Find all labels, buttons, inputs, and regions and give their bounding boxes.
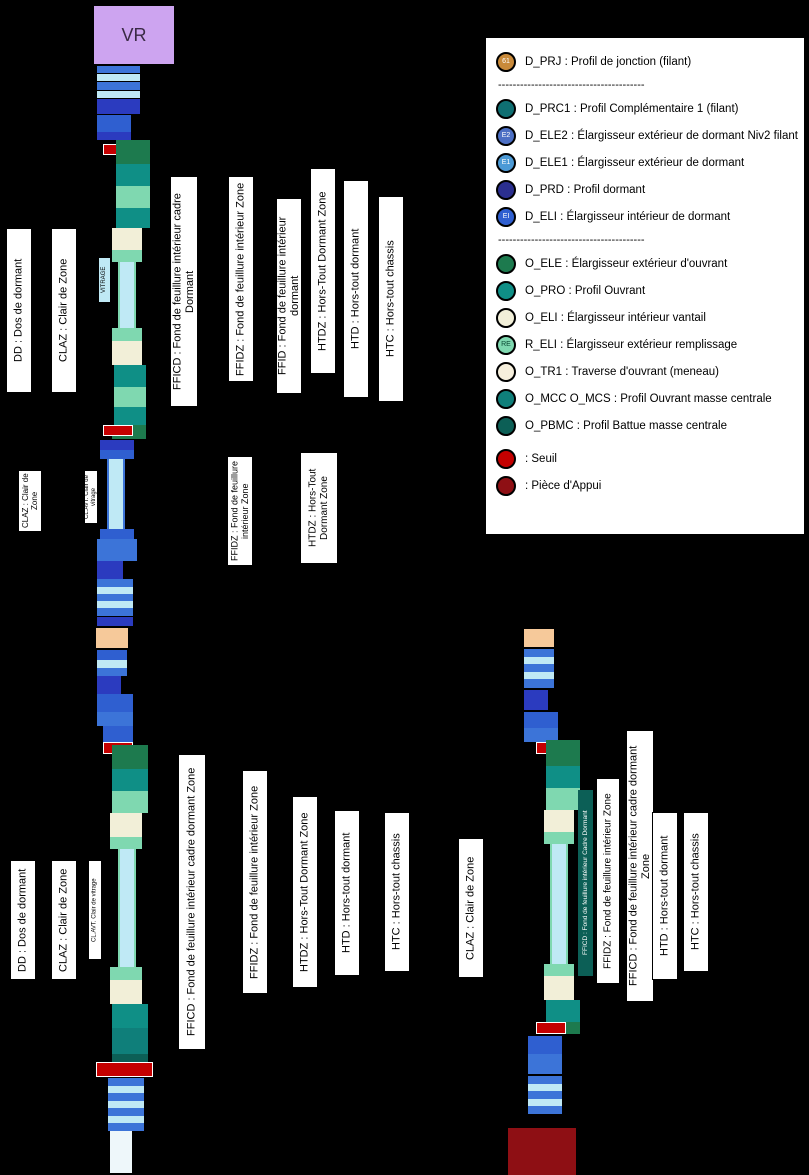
ouvrant-segment xyxy=(116,164,150,186)
vr-block: VR xyxy=(94,6,174,64)
ouvrant-segment xyxy=(110,813,142,837)
ouvrant-segment xyxy=(110,967,142,980)
profile-segment xyxy=(97,539,137,561)
ouvrant-segment xyxy=(116,208,150,228)
glazing-channel xyxy=(118,849,136,967)
legend-dot-d-ele2 xyxy=(496,126,516,146)
legend-dot-d-prj xyxy=(496,52,516,72)
appui-block xyxy=(508,1128,576,1175)
callout-htd-top: HTD : Hors-tout dormant xyxy=(343,180,369,398)
legend-label: D_ELE1 : Élargisseur extérieur de dormant xyxy=(525,156,745,169)
legend-label: O_PBMC : Profil Battue masse centrale xyxy=(525,419,727,432)
legend-dot-text: 61 xyxy=(502,58,510,65)
callout-htdz-bot: HTDZ : Hors-Tout Dormant Zone xyxy=(292,796,318,988)
legend-label: O_PRO : Profil Ouvrant xyxy=(525,284,646,297)
profile-segment xyxy=(108,1078,144,1086)
profile-segment xyxy=(528,1076,562,1084)
legend-dot-d-prc1 xyxy=(496,99,516,119)
ouvrant-segment xyxy=(544,810,574,832)
seuil-marker xyxy=(96,1062,153,1077)
ouvrant-segment xyxy=(546,788,580,810)
legend-row xyxy=(496,412,796,439)
callout-clavt-bot: CL.AVT. Clair de vitrage xyxy=(88,860,102,960)
legend-row xyxy=(496,304,796,331)
legend-label: D_PRD : Profil dormant xyxy=(525,183,646,196)
ouvrant-segment xyxy=(116,140,150,164)
ouvrant-segment xyxy=(544,964,574,976)
legend-dot-text: EI xyxy=(502,213,510,220)
callout-ffi-cdz-right: FFICD : Fond de feuillure intérieur cadre dormant Zone xyxy=(626,730,654,1002)
legend-row xyxy=(496,122,796,149)
legend-row xyxy=(496,445,796,472)
callout-ffid-top: FFID : Fond de feuillure intérieur dormant xyxy=(276,198,302,394)
profile-segment xyxy=(97,66,140,73)
profile-segment xyxy=(524,679,554,688)
glazing-channel xyxy=(107,459,125,529)
legend-dot-d-eli xyxy=(496,207,516,227)
profile-segment xyxy=(524,690,548,710)
appui-segment xyxy=(96,628,128,648)
profile-segment xyxy=(108,1093,144,1101)
ouvrant-segment xyxy=(546,766,580,788)
callout-ffidz-top: FFIDZ : Fond de feuillure intérieur Zone xyxy=(228,176,254,382)
legend-dot-d-ele1 xyxy=(496,153,516,173)
legend-row xyxy=(496,203,796,230)
profile-segment xyxy=(108,1086,144,1093)
legend-label: D_PRC1 : Profil Complémentaire 1 (filant) xyxy=(525,102,739,115)
profile-segment xyxy=(528,1084,562,1091)
profile-segment xyxy=(524,712,558,728)
ouvrant-segment xyxy=(112,1028,148,1054)
callout-ffi-inner-right: FFICD : Fond de feuillure intérieur Cadre Dormant xyxy=(578,790,593,976)
profile-segment xyxy=(97,91,140,98)
profile-segment xyxy=(528,1091,562,1099)
profile-segment xyxy=(97,676,121,694)
profile-segment xyxy=(103,726,133,742)
callout-clavt-mid: CL.AVT. Clair de vitrage xyxy=(84,470,98,524)
callout-htc-bot: HTC : Hors-tout chassis xyxy=(384,812,410,972)
profile-segment xyxy=(108,1116,144,1123)
profile-segment xyxy=(97,74,140,81)
callout-ffi-cd-top: FFICD : Fond de feuillure intérieur cadre Dormant xyxy=(170,176,198,407)
legend-dot-o-mcc xyxy=(496,389,516,409)
profile-segment xyxy=(97,82,140,90)
callout-ffidz-mid: FFIDZ : Fond de feuillure intérieur Zone xyxy=(227,456,253,566)
legend-dot-appui xyxy=(496,476,516,496)
legend-row xyxy=(496,331,796,358)
legend-label: D_ELI : Élargisseur intérieur de dormant xyxy=(525,210,731,223)
ouvrant-segment xyxy=(112,791,148,813)
callout-claz-mid: CLAZ : Clair de Zone xyxy=(18,470,42,532)
ouvrant-segment xyxy=(114,365,146,387)
profile-segment xyxy=(100,450,134,459)
profile-segment xyxy=(97,617,133,626)
legend-label: O_ELI : Élargisseur intérieur vantail xyxy=(525,311,706,324)
legend-panel xyxy=(485,37,805,535)
legend-row xyxy=(496,250,796,277)
legend-row xyxy=(496,48,796,75)
legend-label: O_MCC O_MCS : Profil Ouvrant masse centrale xyxy=(525,392,772,405)
ouvrant-segment xyxy=(112,328,142,341)
ouvrant-segment xyxy=(546,1000,580,1022)
legend-dot-o-pbmc xyxy=(496,416,516,436)
callout-htd-bot: HTD : Hors-tout dormant xyxy=(334,810,360,976)
seuil-marker xyxy=(103,425,133,436)
legend-dot-text: E1 xyxy=(501,159,511,166)
profile-segment xyxy=(110,1131,132,1173)
legend-row xyxy=(496,472,796,499)
callout-vitrage-top: VITRAGE xyxy=(99,258,110,302)
legend-label: D_ELE2 : Élargisseur extérieur de dormant Niv2 filant xyxy=(525,129,798,142)
legend-label: : Pièce d'Appui xyxy=(525,479,602,492)
callout-htc-right: HTC : Hors-tout chassis xyxy=(683,812,709,972)
glazing-channel xyxy=(550,844,568,964)
profile-segment xyxy=(97,694,133,712)
profile-segment xyxy=(108,1123,144,1131)
callout-dd-top: DD : Dos de dormant xyxy=(6,228,32,393)
callout-htdz-top: HTDZ : Hors-Tout Dormant Zone xyxy=(310,168,336,374)
glazing-channel xyxy=(118,262,136,328)
legend-label: O_ELE : Élargisseur extérieur d'ouvrant xyxy=(525,257,728,270)
ouvrant-segment xyxy=(116,186,150,208)
seuil-marker xyxy=(536,1022,566,1034)
profile-segment xyxy=(524,672,554,679)
ouvrant-segment xyxy=(112,341,142,365)
legend-dot-o-ele xyxy=(496,254,516,274)
legend-dot-d-prd xyxy=(496,180,516,200)
profile-segment xyxy=(97,561,123,579)
callout-htdz-mid: HTDZ : Hors-Tout Dormant Zone xyxy=(300,452,338,564)
legend-row xyxy=(496,358,796,385)
legend-row xyxy=(496,277,796,304)
profile-segment xyxy=(108,1108,144,1116)
callout-htc-top: HTC : Hors-tout chassis xyxy=(378,196,404,402)
profile-segment xyxy=(97,99,140,114)
legend-dot-text: E2 xyxy=(501,132,511,139)
profile-segment xyxy=(524,657,554,664)
legend-row xyxy=(496,95,796,122)
legend-label: R_ELI : Élargisseur extérieur remplissage xyxy=(525,338,738,351)
profile-segment xyxy=(528,1036,562,1054)
legend-dot-o-tr1 xyxy=(496,362,516,382)
ouvrant-segment xyxy=(114,407,146,425)
profile-segment xyxy=(97,608,133,616)
profile-segment xyxy=(97,660,127,668)
profile-segment xyxy=(97,712,133,726)
ouvrant-segment xyxy=(110,980,142,1004)
ouvrant-segment xyxy=(546,740,580,766)
legend-dot-seuil xyxy=(496,449,516,469)
profile-segment xyxy=(97,601,133,608)
ouvrant-segment xyxy=(112,1004,148,1028)
profile-segment xyxy=(97,579,133,587)
ouvrant-segment xyxy=(544,832,574,844)
ouvrant-segment xyxy=(112,745,148,769)
profile-segment xyxy=(100,440,134,450)
ouvrant-segment xyxy=(112,228,142,250)
legend-dot-o-pro xyxy=(496,281,516,301)
profile-segment xyxy=(97,594,133,601)
profile-segment xyxy=(97,668,127,676)
ouvrant-segment xyxy=(112,250,142,262)
profile-segment xyxy=(97,132,131,140)
legend-dot-text: RE xyxy=(501,341,511,348)
callout-claz-right: CLAZ : Clair de Zone xyxy=(458,838,484,978)
profile-segment xyxy=(528,1106,562,1114)
legend-separator: ---------------------------------------- xyxy=(498,234,645,246)
legend-label: : Seuil xyxy=(525,452,557,465)
profile-segment xyxy=(100,529,134,539)
legend-row xyxy=(496,149,796,176)
legend-separator: ---------------------------------------- xyxy=(498,79,645,91)
legend-dot-o-eli xyxy=(496,308,516,328)
callout-claz-top: CLAZ : Clair de Zone xyxy=(51,228,77,393)
appui-segment xyxy=(524,629,554,647)
profile-segment xyxy=(524,649,554,657)
callout-claz-bot: CLAZ : Clair de Zone xyxy=(51,860,77,980)
legend-label: O_TR1 : Traverse d'ouvrant (meneau) xyxy=(525,365,719,378)
profile-segment xyxy=(524,664,554,672)
profile-segment xyxy=(108,1101,144,1108)
callout-dd-bot: DD : Dos de dormant xyxy=(10,860,36,980)
profile-segment xyxy=(97,587,133,594)
ouvrant-segment xyxy=(112,769,148,791)
callout-ffidz-right: FFIDZ : Fond de feuillure intérieur Zone xyxy=(596,778,620,984)
profile-segment xyxy=(97,650,127,660)
callout-ffi-cdz-bot: FFICD : Fond de feuillure intérieur cadre dormant Zone xyxy=(178,754,206,1050)
profile-segment xyxy=(528,1054,562,1074)
profile-segment xyxy=(97,115,131,132)
ouvrant-segment xyxy=(544,976,574,1000)
legend-dot-r-eli xyxy=(496,335,516,355)
ouvrant-segment xyxy=(114,387,146,407)
profile-segment xyxy=(528,1099,562,1106)
callout-ffidz-bot: FFIDZ : Fond de feuillure intérieur Zone xyxy=(242,770,268,994)
legend-row xyxy=(496,176,796,203)
legend-label: D_PRJ : Profil de jonction (filant) xyxy=(525,55,692,68)
legend-row xyxy=(496,385,796,412)
ouvrant-segment xyxy=(110,837,142,849)
callout-htd-right: HTD : Hors-tout dormant xyxy=(652,812,678,980)
